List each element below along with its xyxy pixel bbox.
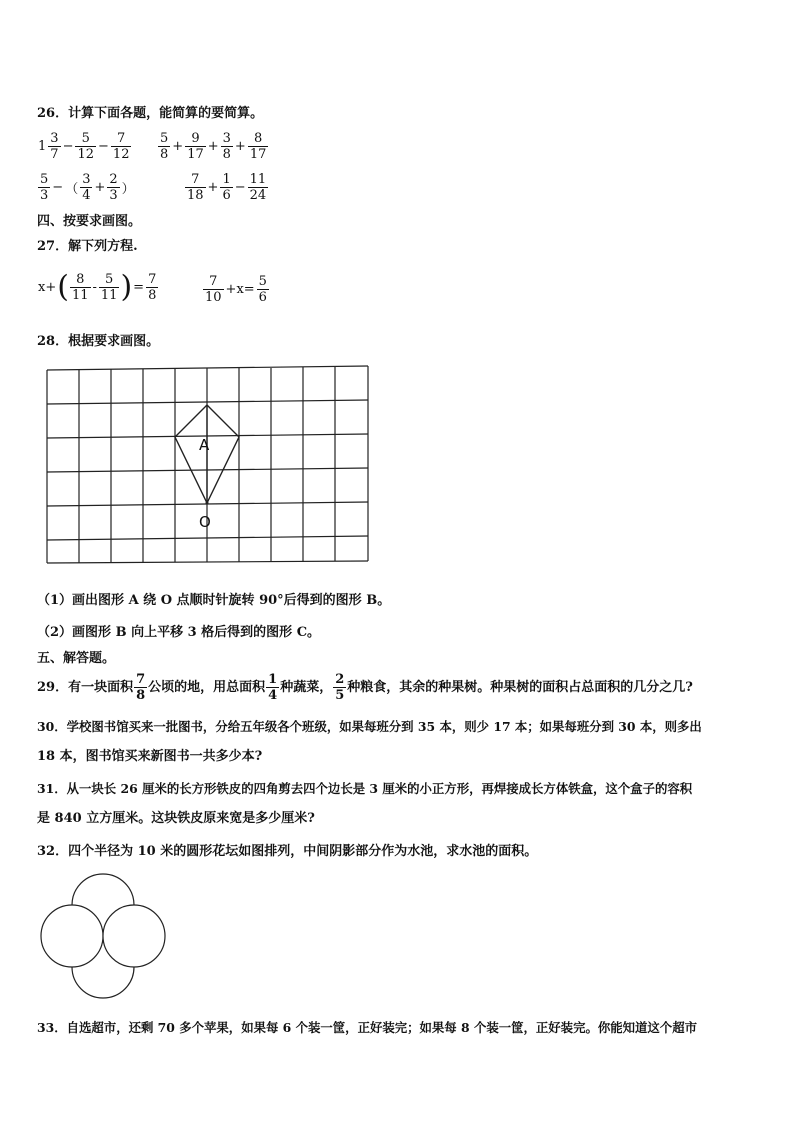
fraction: $\frac{2}{5}$ bbox=[335, 672, 345, 703]
kite-shape-a bbox=[175, 405, 239, 503]
q30-line-1: 30．学校图书馆买来一批图书，分给五年级各个班级，如果每班分到 35 本，则少 17 本；如果每班分到 30 本，则多出 bbox=[37, 719, 702, 734]
fraction: $\frac{7}{8}$ bbox=[148, 272, 157, 303]
label-o: O bbox=[199, 513, 211, 531]
q28-sub-2: （2）画图形 B 向上平移 3 格后得到的图形 C。 bbox=[37, 625, 321, 640]
q31-line-2: 是 840 立方厘米。这块铁皮原来宽是多少厘米? bbox=[37, 811, 315, 826]
fraction: $\frac{3}{4}$ bbox=[82, 172, 91, 203]
fraction: $\frac{8}{11}$ bbox=[71, 272, 89, 303]
q27-title: 27．解下列方程. bbox=[37, 239, 138, 254]
q26-expr2: $\frac{5}{8}$ + $\frac{9}{17}$ + $\frac{3}{8}$ + $\frac{8}{17}$ bbox=[160, 131, 267, 162]
q30-line-2: 18 本，图书馆买来新图书一共多少本? bbox=[37, 749, 263, 764]
fraction: $\frac{7}{10}$ bbox=[205, 274, 222, 305]
four-circles-figure bbox=[40, 873, 170, 1003]
q27-equation-1: x+( $\frac{8}{11}$ - $\frac{5}{11}$ )= $\frac{7}{8}$ bbox=[38, 269, 157, 305]
grid-figure bbox=[40, 362, 380, 572]
left-paren: ( bbox=[57, 269, 69, 305]
fraction: $\frac{5}{3}$ bbox=[40, 172, 49, 203]
fraction: $\frac{3}{7}$ bbox=[50, 131, 59, 162]
q29: 29．有一块面积 $\frac{7}{8}$ 公顷的地，用总面积 $\frac{1}{4}$ 种蔬菜， $\frac{2}{5}$ 种粮食，其余的种果树。种果树的面积占总面积的几分之几? bbox=[37, 672, 693, 703]
q32-title: 32．四个半径为 10 米的圆形花坛如图排列，中间阴影部分作为水池，求水池的面积。 bbox=[37, 844, 538, 859]
fraction: $\frac{7}{8}$ bbox=[136, 672, 146, 703]
fraction: $\frac{3}{8}$ bbox=[222, 131, 231, 162]
q33-line-1: 33．自选超市，还剩 70 多个苹果，如果每 6 个装一筐，正好装完；如果每 8 个装一筐，正好装完。你能知道这个超市 bbox=[37, 1020, 697, 1035]
q27-equation-2: $\frac{7}{10}$ +x= $\frac{5}{6}$ bbox=[205, 274, 267, 305]
fraction: $\frac{1}{4}$ bbox=[268, 672, 278, 703]
q28-sub-1: （1）画出图形 A 绕 O 点顺时针旋转 90°后得到的图形 B。 bbox=[37, 593, 391, 608]
fraction: $\frac{8}{17}$ bbox=[249, 131, 267, 162]
circle-left bbox=[41, 905, 103, 967]
q26-title: 26．计算下面各题，能简算的要简算。 bbox=[37, 106, 264, 121]
fraction: $\frac{5}{11}$ bbox=[100, 272, 118, 303]
fraction: $\frac{5}{8}$ bbox=[160, 131, 169, 162]
fraction: $\frac{7}{18}$ bbox=[187, 172, 204, 203]
fraction: $\frac{7}{12}$ bbox=[112, 131, 130, 162]
circle-right bbox=[103, 905, 165, 967]
fraction: $\frac{9}{17}$ bbox=[187, 131, 204, 162]
section-4-heading: 四、按要求画图。 bbox=[37, 214, 142, 229]
fraction: $\frac{11}{24}$ bbox=[249, 172, 267, 203]
fraction: $\frac{5}{12}$ bbox=[77, 131, 95, 162]
q26-expr4: $\frac{7}{18}$ + $\frac{1}{6}$ − $\frac{11}{24}$ bbox=[187, 172, 267, 203]
point-o-marker bbox=[206, 502, 209, 505]
section-5-heading: 五、解答题。 bbox=[37, 651, 116, 666]
q28-title: 28．根据要求画图。 bbox=[37, 334, 160, 349]
q26-expr3: $\frac{5}{3}$ − （ $\frac{3}{4}$ + $\frac{2}{3}$ ） bbox=[40, 172, 135, 203]
fraction: $\frac{2}{3}$ bbox=[109, 172, 118, 203]
fraction: $\frac{1}{6}$ bbox=[222, 172, 231, 203]
label-a: A bbox=[199, 436, 210, 454]
fraction: $\frac{5}{6}$ bbox=[258, 274, 267, 305]
q26-expr1: 1 $\frac{3}{7}$ − $\frac{5}{12}$ − $\frac{7}{12}$ bbox=[38, 131, 130, 162]
q31-line-1: 31．从一块长 26 厘米的长方形铁皮的四角剪去四个边长是 3 厘米的小正方形，再焊接成长方体铁盒，这个盒子的容积 bbox=[37, 781, 693, 796]
right-paren: ) bbox=[120, 269, 133, 305]
